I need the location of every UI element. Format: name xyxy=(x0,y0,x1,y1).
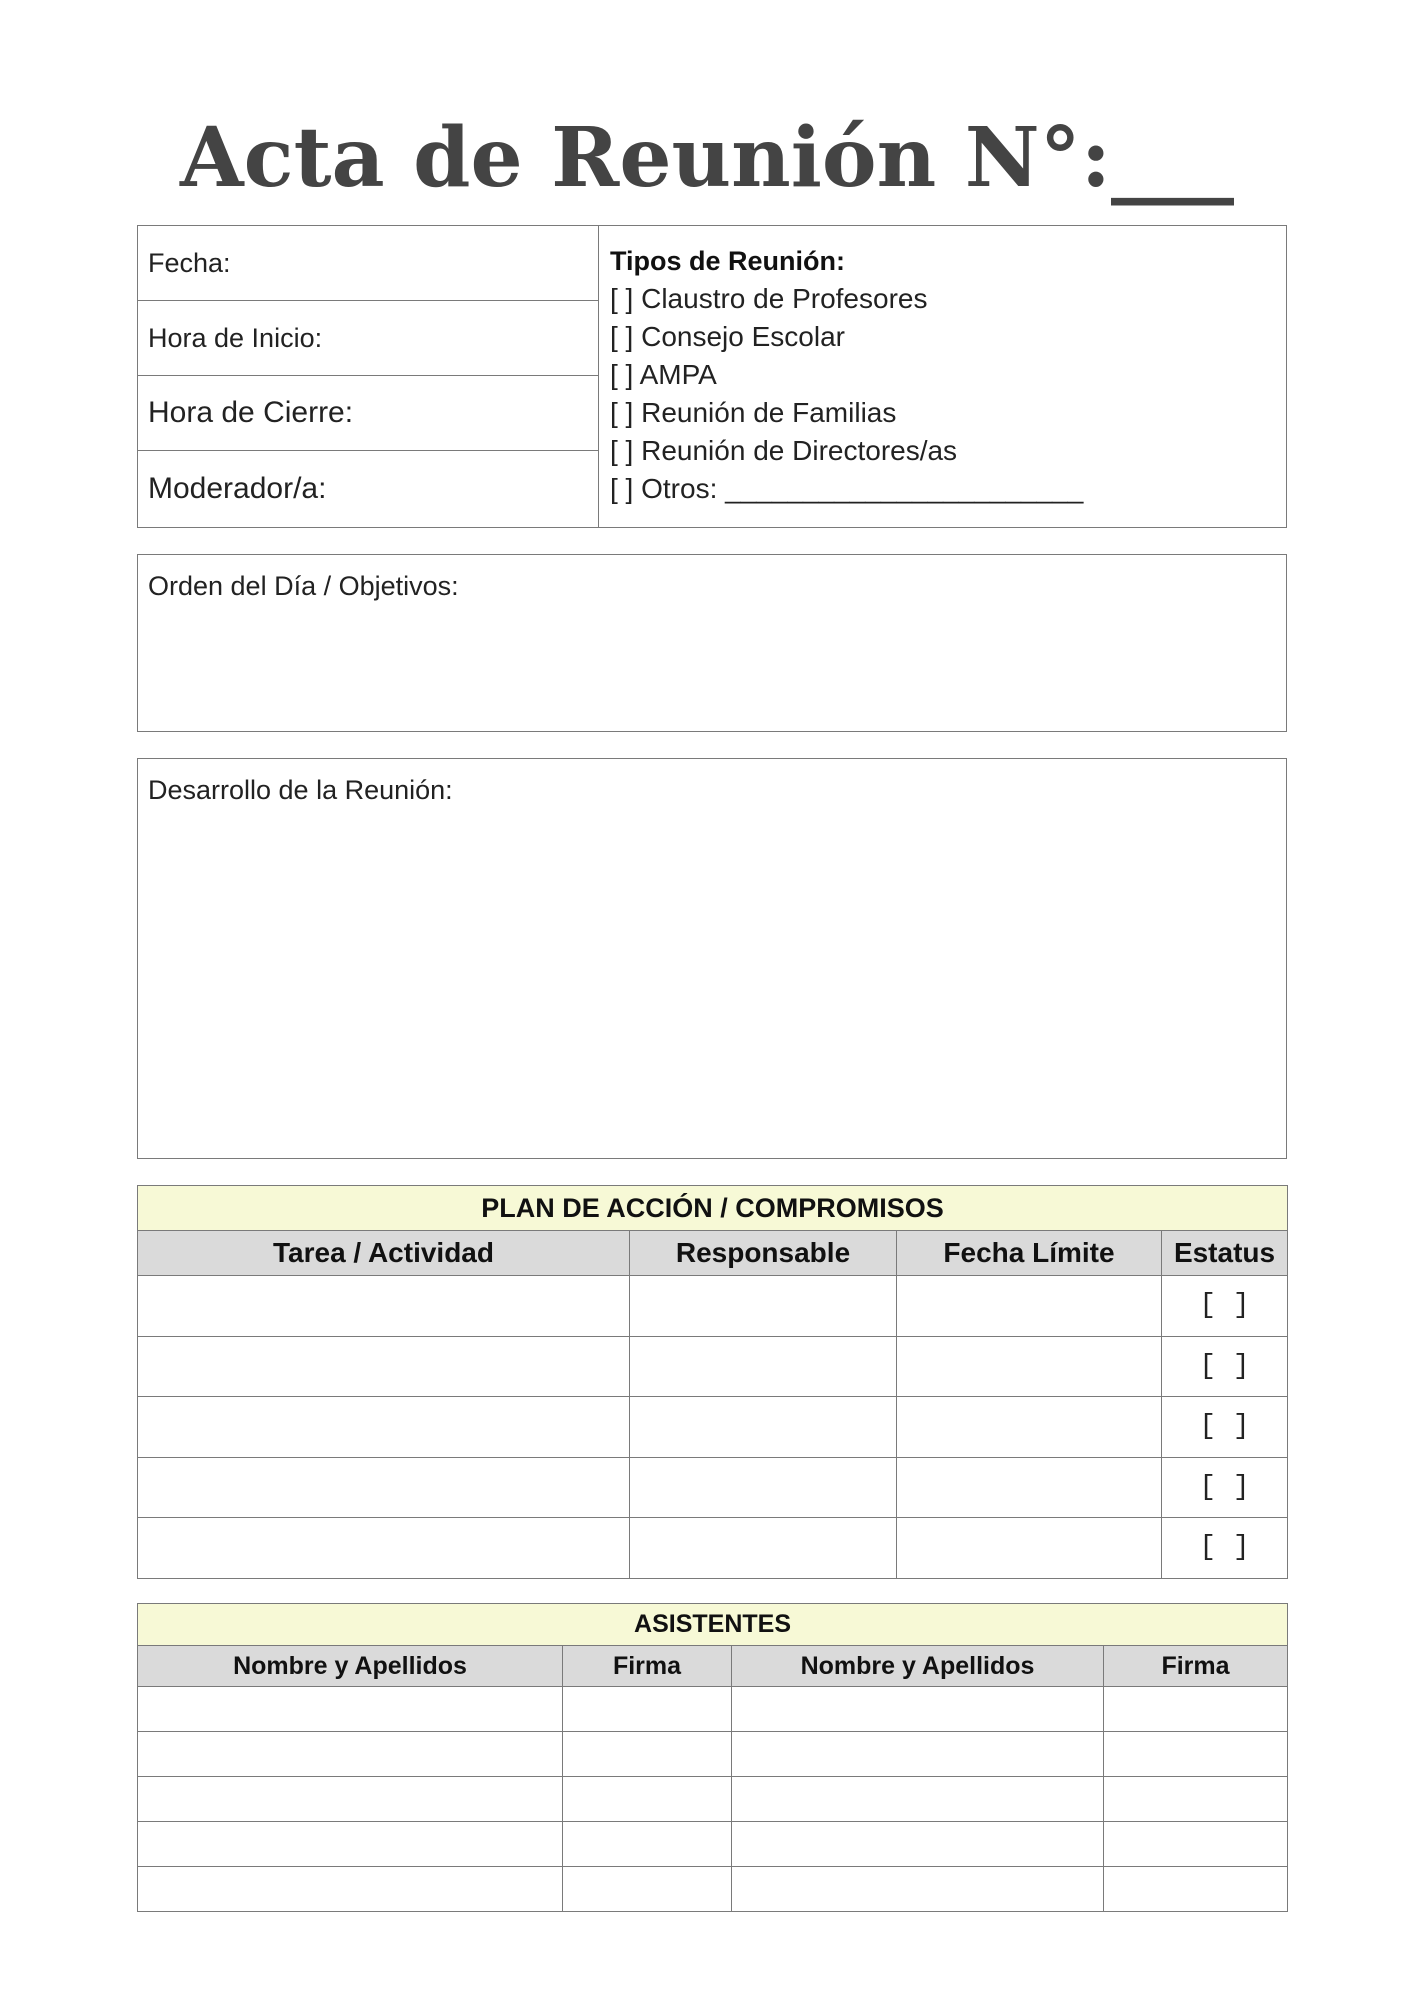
attendee-signature-cell[interactable] xyxy=(563,1777,732,1822)
hora-cierre-label: Hora de Cierre: xyxy=(148,396,354,429)
hora-inicio-label: Hora de Inicio: xyxy=(148,322,323,353)
column-header: Firma xyxy=(1104,1646,1288,1687)
meeting-type-option[interactable]: [ ] Consejo Escolar xyxy=(610,321,845,352)
responsible-cell[interactable] xyxy=(630,1336,897,1397)
attendees-title: ASISTENTES xyxy=(138,1604,1288,1646)
attendee-signature-cell[interactable] xyxy=(1104,1867,1288,1912)
attendee-name-cell[interactable] xyxy=(732,1867,1104,1912)
attendee-name-cell[interactable] xyxy=(732,1732,1104,1777)
table-row xyxy=(138,1518,1288,1579)
attendee-signature-cell[interactable] xyxy=(563,1822,732,1867)
attendee-name-cell[interactable] xyxy=(138,1822,563,1867)
table-row xyxy=(138,1867,1288,1912)
meeting-development-label: Desarrollo de la Reunión: xyxy=(148,775,453,805)
attendee-name-cell[interactable] xyxy=(732,1777,1104,1822)
responsible-cell[interactable] xyxy=(630,1397,897,1458)
column-header: Responsable xyxy=(630,1231,897,1276)
attendee-signature-cell[interactable] xyxy=(1104,1777,1288,1822)
meeting-info-block xyxy=(137,225,1287,528)
column-header: Tarea / Actividad xyxy=(138,1231,630,1276)
status-checkbox[interactable]: [ ] xyxy=(1162,1518,1288,1579)
meeting-development-box[interactable] xyxy=(137,758,1287,1159)
status-checkbox[interactable]: [ ] xyxy=(1162,1276,1288,1337)
table-row xyxy=(138,1336,1288,1397)
hora-inicio-field[interactable] xyxy=(138,301,598,376)
attendee-signature-cell[interactable] xyxy=(1104,1732,1288,1777)
column-header: Estatus xyxy=(1162,1231,1288,1276)
table-row xyxy=(138,1732,1288,1777)
attendee-signature-cell[interactable] xyxy=(1104,1687,1288,1732)
column-header: Fecha Límite xyxy=(897,1231,1162,1276)
attendee-name-cell[interactable] xyxy=(138,1732,563,1777)
agenda-box[interactable] xyxy=(137,554,1287,732)
fecha-label: Fecha: xyxy=(148,247,231,278)
attendee-signature-cell[interactable] xyxy=(1104,1822,1288,1867)
attendees-table xyxy=(137,1603,1288,1912)
table-row xyxy=(138,1457,1288,1518)
meeting-type-option[interactable]: [ ] AMPA xyxy=(610,359,717,390)
moderador-label: Moderador/a: xyxy=(148,471,327,505)
responsible-cell[interactable] xyxy=(630,1276,897,1337)
deadline-cell[interactable] xyxy=(897,1457,1162,1518)
task-cell[interactable] xyxy=(138,1518,630,1579)
deadline-cell[interactable] xyxy=(897,1276,1162,1337)
action-plan-title: PLAN DE ACCIÓN / COMPROMISOS xyxy=(138,1186,1288,1231)
meeting-details xyxy=(138,226,599,527)
table-row xyxy=(138,1822,1288,1867)
column-header: Firma xyxy=(563,1646,732,1687)
attendee-name-cell[interactable] xyxy=(732,1822,1104,1867)
attendee-signature-cell[interactable] xyxy=(563,1732,732,1777)
responsible-cell[interactable] xyxy=(630,1457,897,1518)
responsible-cell[interactable] xyxy=(630,1518,897,1579)
meeting-types xyxy=(610,242,1278,508)
deadline-cell[interactable] xyxy=(897,1518,1162,1579)
meeting-type-option[interactable]: [ ] Reunión de Familias xyxy=(610,397,897,428)
hora-cierre-field[interactable] xyxy=(138,376,598,451)
meeting-type-option[interactable]: [ ] Reunión de Directores/as xyxy=(610,435,958,466)
fecha-field[interactable] xyxy=(138,226,598,301)
task-cell[interactable] xyxy=(138,1336,630,1397)
status-checkbox[interactable]: [ ] xyxy=(1162,1457,1288,1518)
deadline-cell[interactable] xyxy=(897,1397,1162,1458)
status-checkbox[interactable]: [ ] xyxy=(1162,1336,1288,1397)
table-row xyxy=(138,1397,1288,1458)
agenda-label: Orden del Día / Objetivos: xyxy=(148,571,459,601)
table-row xyxy=(138,1276,1288,1337)
task-cell[interactable] xyxy=(138,1457,630,1518)
attendee-name-cell[interactable] xyxy=(138,1777,563,1822)
deadline-cell[interactable] xyxy=(897,1336,1162,1397)
task-cell[interactable] xyxy=(138,1276,630,1337)
status-checkbox[interactable]: [ ] xyxy=(1162,1397,1288,1458)
column-header: Nombre y Apellidos xyxy=(138,1646,563,1687)
moderador-field[interactable] xyxy=(138,451,598,526)
attendee-signature-cell[interactable] xyxy=(563,1867,732,1912)
attendee-name-cell[interactable] xyxy=(732,1687,1104,1732)
attendee-signature-cell[interactable] xyxy=(563,1687,732,1732)
meeting-types-heading: Tipos de Reunión: xyxy=(610,246,845,276)
attendee-name-cell[interactable] xyxy=(138,1687,563,1732)
page-title: Acta de Reunión N°:___ xyxy=(180,110,1234,206)
table-row xyxy=(138,1777,1288,1822)
meeting-type-option-other[interactable]: [ ] Otros: _______________________ xyxy=(610,473,1084,504)
meeting-type-option[interactable]: [ ] Claustro de Profesores xyxy=(610,283,928,314)
attendee-name-cell[interactable] xyxy=(138,1867,563,1912)
action-plan-table xyxy=(137,1185,1288,1579)
column-header: Nombre y Apellidos xyxy=(732,1646,1104,1687)
table-row xyxy=(138,1687,1288,1732)
task-cell[interactable] xyxy=(138,1397,630,1458)
